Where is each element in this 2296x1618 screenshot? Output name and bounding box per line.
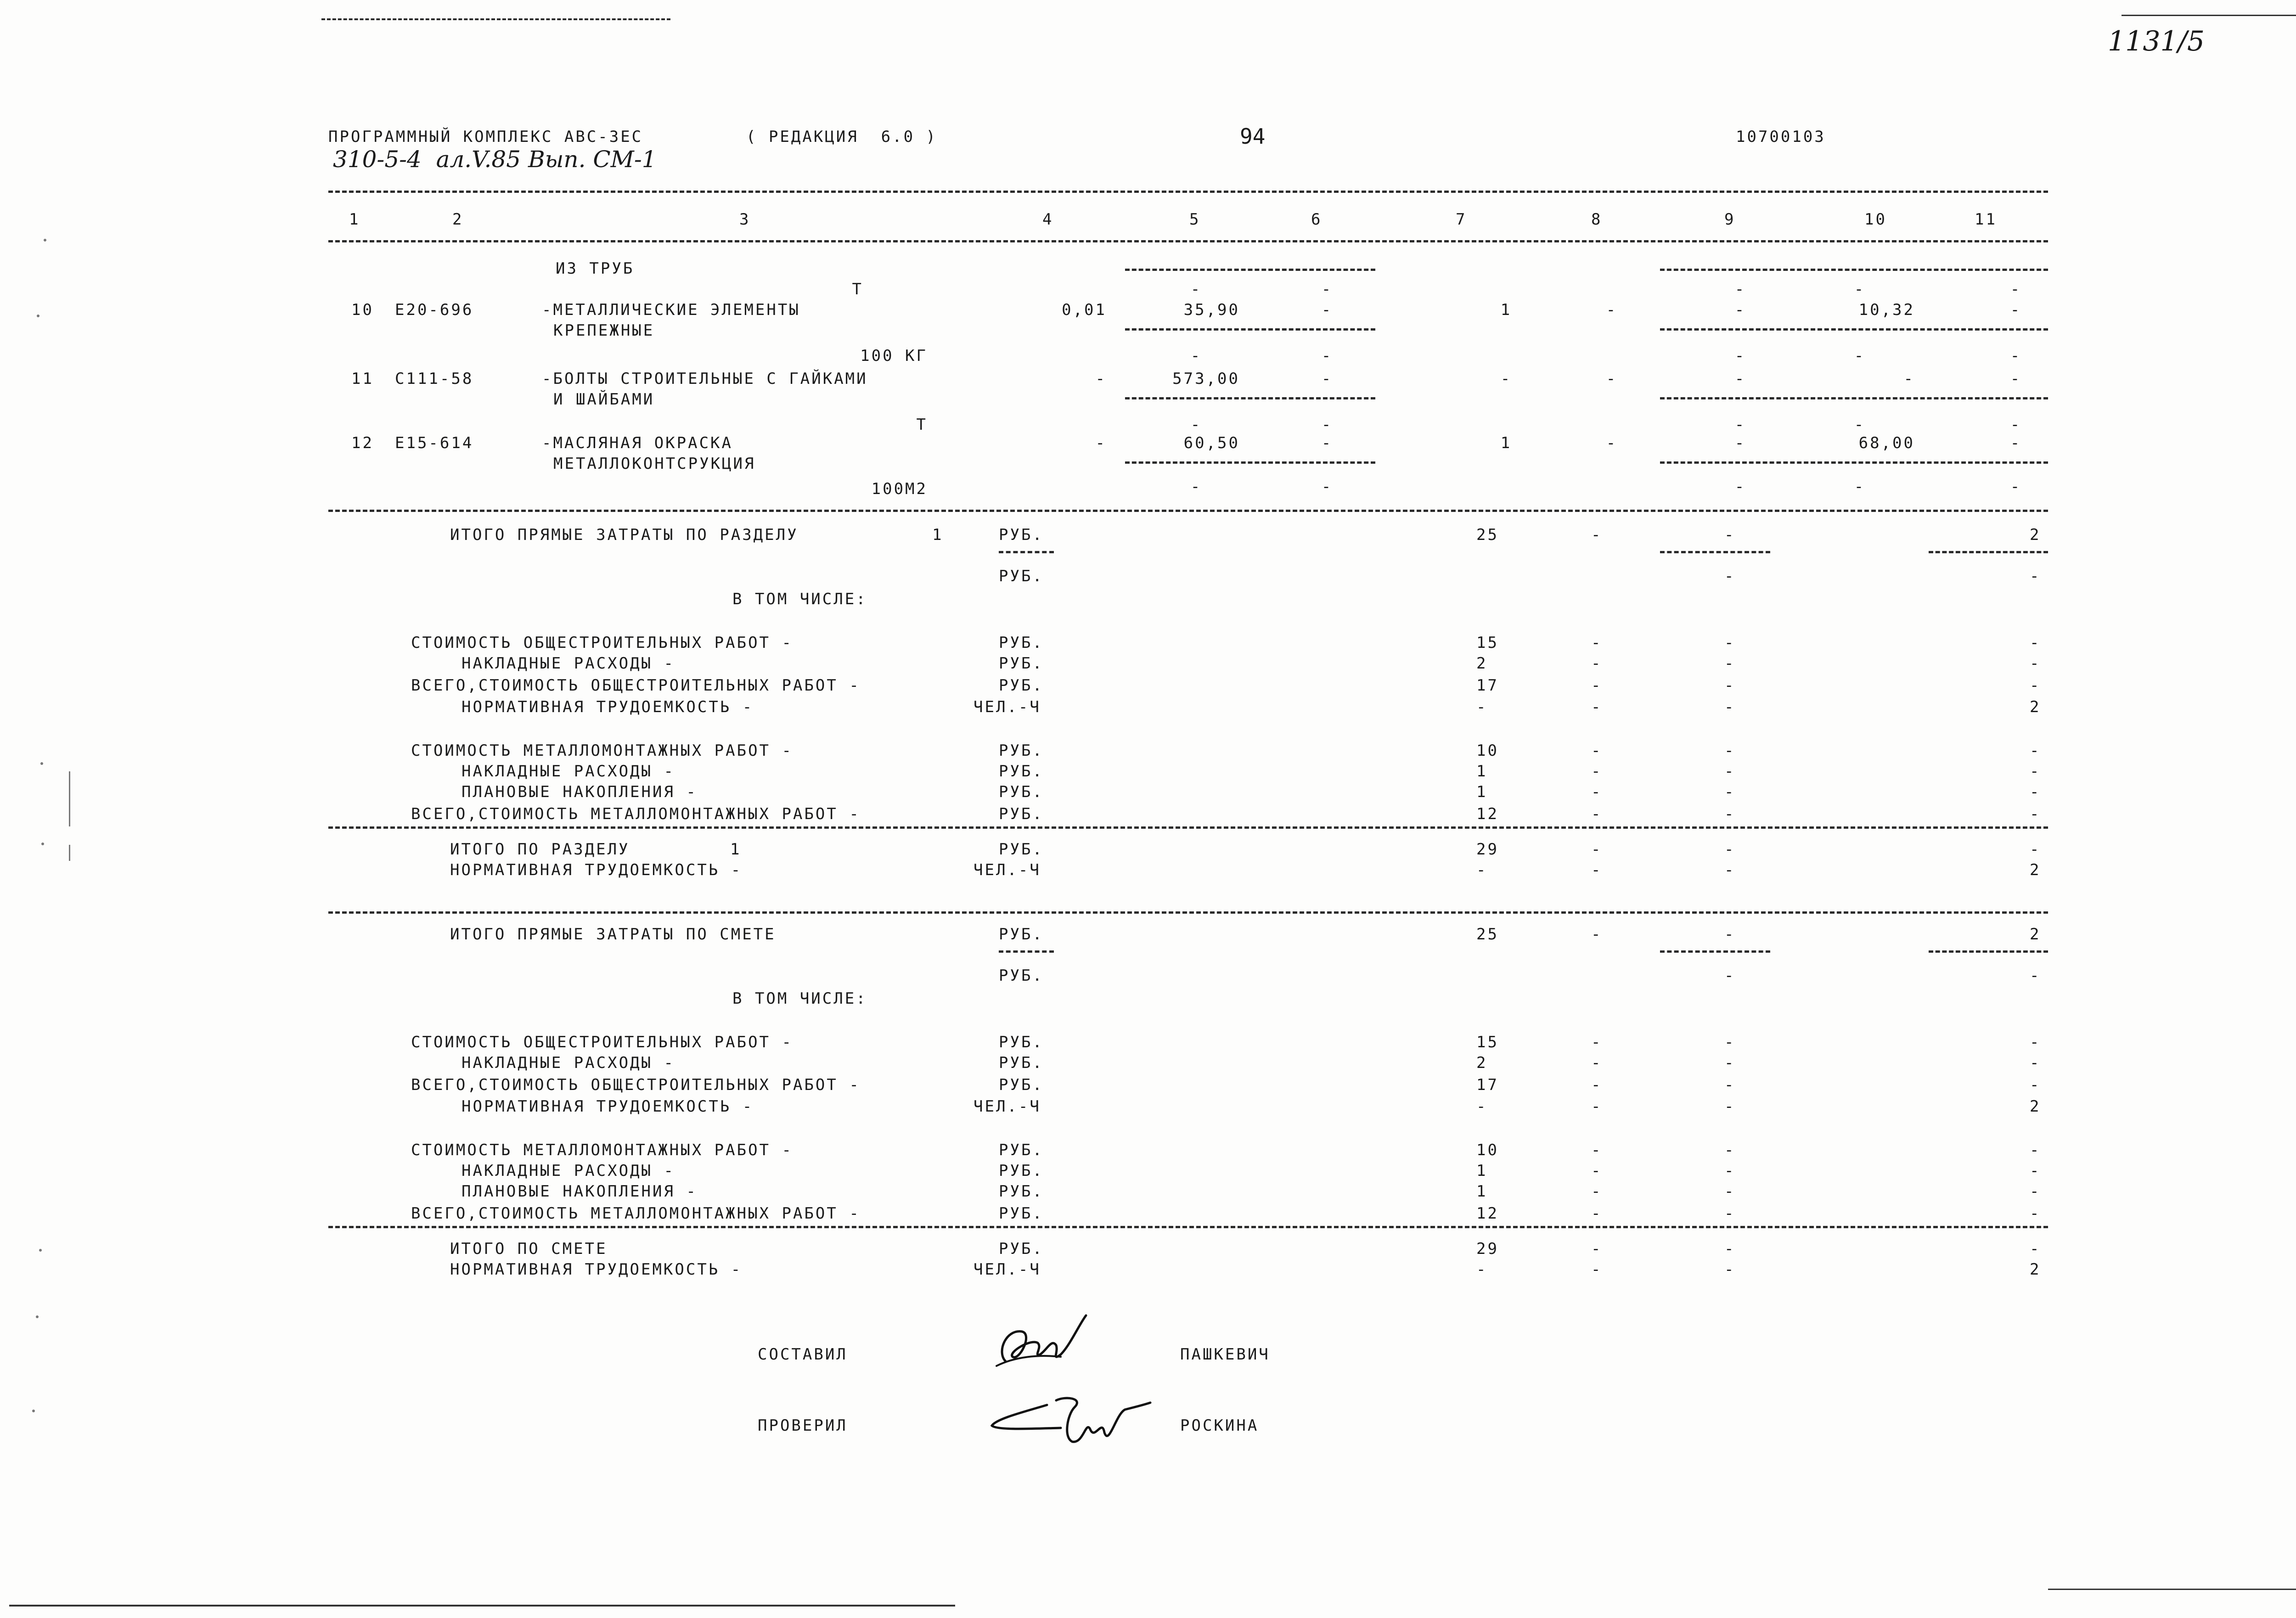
including-label: В ТОМ ЧИСЛЕ: <box>732 590 867 608</box>
checked-signature <box>978 1387 1153 1451</box>
column-header-cell: 1 <box>349 210 360 229</box>
scan-mark <box>69 845 70 861</box>
table-cell: - <box>1734 347 1746 365</box>
table-cell: - <box>2030 1240 2041 1258</box>
unit-label: РУБ. <box>999 676 1044 695</box>
scan-speck <box>32 1410 35 1412</box>
total-label: ИТОГО ПО РАЗДЕЛУ <box>450 840 630 859</box>
item-code: Е20-696 <box>395 301 474 319</box>
item-name: -МАСЛЯНАЯ ОКРАСКА <box>542 434 733 452</box>
corner-handwritten-note: 1131/5 <box>2108 25 2205 57</box>
subtotal-label: ВСЕГО,СТОИМОСТЬ ОБЩЕСТРОИТЕЛЬНЫХ РАБОТ - <box>411 1076 861 1094</box>
table-cell: - <box>1724 1182 1736 1201</box>
table-cell: - <box>1724 805 1736 823</box>
total-label: ИТОГО ПРЯМЫЕ ЗАТРАТЫ ПО СМЕТЕ <box>450 925 776 944</box>
item-number: 12 <box>351 434 374 452</box>
item-number: 11 <box>351 370 374 388</box>
table-cell: - <box>1591 762 1603 781</box>
program-edition: ( РЕДАКЦИЯ 6.0 ) <box>746 128 937 146</box>
table-cell: - <box>1724 1054 1736 1072</box>
table-cell: - <box>1591 634 1603 652</box>
table-cell: - <box>1591 742 1603 760</box>
table-cell: 10,32 <box>1858 301 1915 319</box>
table-cell: 29 <box>1476 1240 1499 1258</box>
table-cell: 1 <box>1500 434 1512 452</box>
table-cell: - <box>1724 1204 1736 1223</box>
table-cell: - <box>1854 347 1866 365</box>
item-number: 10 <box>351 301 374 319</box>
unit-label: РУБ. <box>999 1240 1044 1258</box>
column-header-cell: 11 <box>1975 210 1997 229</box>
subtotal-label: ПЛАНОВЫЕ НАКОПЛЕНИЯ - <box>461 1182 698 1201</box>
table-cell: - <box>2030 634 2041 652</box>
unit-label: РУБ. <box>999 840 1044 859</box>
unit-label: РУБ. <box>999 925 1044 944</box>
bottom-rule-right <box>2048 1589 2296 1590</box>
rule <box>1660 461 2048 464</box>
rule <box>328 510 2048 512</box>
unit-label: РУБ. <box>999 526 1044 544</box>
table-cell: - <box>1190 280 1202 298</box>
table-cell: - <box>1321 416 1333 434</box>
table-cell: 1 <box>1500 301 1512 319</box>
unit-label: 100 КГ <box>860 347 928 365</box>
rule <box>328 1226 2048 1228</box>
table-cell: - <box>1095 370 1107 388</box>
table-cell: - <box>1476 1260 1488 1279</box>
compiled-label: СОСТАВИЛ <box>758 1345 848 1364</box>
table-cell: - <box>1734 370 1746 388</box>
table-cell: 10 <box>1476 1141 1499 1159</box>
rule <box>999 950 1054 953</box>
unit-label: РУБ. <box>999 783 1044 801</box>
table-cell: 25 <box>1476 925 1499 944</box>
rule <box>328 240 2048 242</box>
subtotal-label: НОРМАТИВНАЯ ТРУДОЕМКОСТЬ - <box>461 698 754 716</box>
table-cell: - <box>1476 861 1488 879</box>
unit-label: РУБ. <box>999 654 1044 673</box>
table-cell: 12 <box>1476 805 1499 823</box>
total-section-number: 1 <box>932 526 944 544</box>
top-scan-dashes <box>321 18 670 20</box>
scan-speck <box>41 843 44 845</box>
table-cell: 2 <box>2030 861 2041 879</box>
table-cell: - <box>1724 1076 1736 1094</box>
handwritten-reference: 310-5-4 ал.V.85 Вып. СМ-1 <box>333 146 657 173</box>
table-cell: 15 <box>1476 1033 1499 1051</box>
scan-speck <box>44 239 46 242</box>
unit-label: ЧЕЛ.-Ч <box>974 1097 1041 1116</box>
table-cell: - <box>1591 1204 1603 1223</box>
unit-label: Т <box>916 416 928 434</box>
unit-label: РУБ. <box>999 1182 1044 1201</box>
table-cell: - <box>1724 654 1736 673</box>
rule <box>1929 950 2048 953</box>
rule <box>1125 328 1375 331</box>
table-cell: - <box>1606 301 1618 319</box>
table-cell: - <box>1591 1054 1603 1072</box>
scan-speck <box>40 762 43 765</box>
table-cell: - <box>1724 783 1736 801</box>
table-cell: - <box>1476 1097 1488 1116</box>
rule <box>328 911 2048 914</box>
table-cell: 1 <box>1476 783 1488 801</box>
table-cell: - <box>1190 416 1202 434</box>
unit-label: РУБ. <box>999 1033 1044 1051</box>
subtotal-label: ВСЕГО,СТОИМОСТЬ ОБЩЕСТРОИТЕЛЬНЫХ РАБОТ - <box>411 676 861 695</box>
table-cell: - <box>2030 676 2041 695</box>
table-cell: - <box>2030 966 2041 985</box>
table-cell: 2 <box>2030 526 2041 544</box>
table-cell: - <box>2010 301 2022 319</box>
total-label: ИТОГО ПРЯМЫЕ ЗАТРАТЫ ПО РАЗДЕЛУ <box>450 526 799 544</box>
subtotal-label: СТОИМОСТЬ ОБЩЕСТРОИТЕЛЬНЫХ РАБОТ - <box>411 1033 793 1051</box>
table-cell: 2 <box>2030 1097 2041 1116</box>
table-cell: - <box>1321 347 1333 365</box>
table-cell: 35,90 <box>1183 301 1240 319</box>
table-cell: - <box>1591 654 1603 673</box>
checked-name: РОСКИНА <box>1180 1416 1259 1435</box>
table-cell: - <box>1724 1260 1736 1279</box>
table-cell: - <box>1591 840 1603 859</box>
table-cell: 1 <box>1476 1162 1488 1180</box>
table-cell: - <box>1591 1182 1603 1201</box>
unit-label: РУБ. <box>999 1204 1044 1223</box>
table-cell: 2 <box>2030 925 2041 944</box>
table-cell: - <box>2010 347 2022 365</box>
table-cell: - <box>1854 478 1866 496</box>
subtotal-label: СТОИМОСТЬ МЕТАЛЛОМОНТАЖНЫХ РАБОТ - <box>411 742 793 760</box>
table-cell: - <box>1591 526 1603 544</box>
table-cell: 68,00 <box>1858 434 1915 452</box>
table-cell: - <box>1903 370 1915 388</box>
table-cell: - <box>1734 301 1746 319</box>
item-name-continuation: ИЗ ТРУБ <box>556 259 635 278</box>
table-cell: - <box>2030 567 2041 585</box>
table-cell: - <box>2030 1162 2041 1180</box>
table-cell: 573,00 <box>1172 370 1240 388</box>
table-cell: - <box>2010 280 2022 298</box>
checked-label: ПРОВЕРИЛ <box>758 1416 848 1435</box>
table-cell: - <box>1724 925 1736 944</box>
table-cell: - <box>1591 1260 1603 1279</box>
table-cell: - <box>1591 1097 1603 1116</box>
table-cell: - <box>1724 1240 1736 1258</box>
table-cell: - <box>1724 1162 1736 1180</box>
table-cell: - <box>1724 762 1736 781</box>
unit-label: РУБ. <box>999 966 1044 985</box>
table-cell: - <box>2030 654 2041 673</box>
rule <box>1660 397 2048 399</box>
unit-label: РУБ. <box>999 567 1044 585</box>
table-cell: - <box>1734 280 1746 298</box>
rule <box>1660 269 2048 271</box>
table-cell: - <box>1724 1033 1736 1051</box>
rule <box>1125 269 1375 271</box>
table-cell: - <box>1591 783 1603 801</box>
column-header-cell: 8 <box>1591 210 1603 229</box>
scan-speck <box>37 315 39 317</box>
table-cell: - <box>2030 1033 2041 1051</box>
subtotal-label: НАКЛАДНЫЕ РАСХОДЫ - <box>461 1054 675 1072</box>
table-cell: - <box>1591 1162 1603 1180</box>
compiled-signature <box>987 1311 1093 1380</box>
table-cell: 1 <box>1476 762 1488 781</box>
rule <box>328 826 2048 829</box>
table-cell: 2 <box>2030 1260 2041 1279</box>
scan-speck <box>36 1315 39 1318</box>
subtotal-label: НАКЛАДНЫЕ РАСХОДЫ - <box>461 762 675 781</box>
table-cell: - <box>1321 280 1333 298</box>
table-cell: - <box>2030 762 2041 781</box>
table-cell: 15 <box>1476 634 1499 652</box>
unit-label: ЧЕЛ.-Ч <box>974 698 1041 716</box>
table-cell: - <box>2030 1204 2041 1223</box>
table-cell: - <box>1724 840 1736 859</box>
table-cell: - <box>1591 1076 1603 1094</box>
document-code: 10700103 <box>1736 128 1826 146</box>
total-label: ИТОГО ПО СМЕТЕ <box>450 1240 608 1258</box>
table-cell: 25 <box>1476 526 1499 544</box>
table-cell: - <box>1321 370 1333 388</box>
table-cell: - <box>1321 478 1333 496</box>
subtotal-label: ВСЕГО,СТОИМОСТЬ МЕТАЛЛОМОНТАЖНЫХ РАБОТ - <box>411 1204 861 1223</box>
scan-speck <box>39 1249 42 1252</box>
column-header-cell: 9 <box>1724 210 1736 229</box>
table-cell: - <box>1724 1097 1736 1116</box>
unit-label: Т <box>852 280 863 298</box>
table-cell: - <box>2010 434 2022 452</box>
table-cell: - <box>1606 434 1618 452</box>
unit-label: РУБ. <box>999 762 1044 781</box>
unit-label: РУБ. <box>999 1076 1044 1094</box>
table-cell: - <box>2010 416 2022 434</box>
table-cell: - <box>1500 370 1512 388</box>
item-name: -БОЛТЫ СТРОИТЕЛЬНЫЕ С ГАЙКАМИ <box>542 370 868 388</box>
column-header-cell: 7 <box>1456 210 1467 229</box>
item-name: МЕТАЛЛОКОНТСРУКЦИЯ <box>553 455 756 473</box>
table-cell: - <box>1321 434 1333 452</box>
table-cell: - <box>2030 742 2041 760</box>
table-cell: - <box>1724 742 1736 760</box>
unit-label: РУБ. <box>999 1054 1044 1072</box>
unit-label: РУБ. <box>999 805 1044 823</box>
table-cell: 1 <box>1476 1182 1488 1201</box>
table-cell: - <box>1734 434 1746 452</box>
including-label: В ТОМ ЧИСЛЕ: <box>732 989 867 1008</box>
table-cell: - <box>2030 783 2041 801</box>
table-cell: - <box>1190 347 1202 365</box>
table-cell: - <box>1734 416 1746 434</box>
table-cell: - <box>1854 280 1866 298</box>
rule <box>1660 950 1770 953</box>
subtotal-label: НОРМАТИВНАЯ ТРУДОЕМКОСТЬ - <box>461 1097 754 1116</box>
column-header-cell: 5 <box>1189 210 1201 229</box>
item-name: И ШАЙБАМИ <box>553 390 655 409</box>
subtotal-label: СТОИМОСТЬ ОБЩЕСТРОИТЕЛЬНЫХ РАБОТ - <box>411 634 793 652</box>
table-cell: 2 <box>1476 1054 1488 1072</box>
item-name: КРЕПЕЖНЫЕ <box>553 321 655 340</box>
table-cell: - <box>1476 698 1488 716</box>
table-cell: 29 <box>1476 840 1499 859</box>
subtotal-label: НАКЛАДНЫЕ РАСХОДЫ - <box>461 1162 675 1180</box>
item-code: С111-58 <box>395 370 474 388</box>
unit-label: ЧЕЛ.-Ч <box>974 861 1041 879</box>
table-cell: - <box>1591 1141 1603 1159</box>
table-cell: - <box>1724 567 1736 585</box>
unit-label: РУБ. <box>999 1162 1044 1180</box>
table-cell: - <box>1190 478 1202 496</box>
unit-label: РУБ. <box>999 634 1044 652</box>
table-cell: - <box>2030 805 2041 823</box>
page-number: 94 <box>1240 124 1266 149</box>
program-title: ПРОГРАММНЫЙ КОМПЛЕКС АВС-3ЕС <box>328 128 643 146</box>
table-cell: - <box>1724 526 1736 544</box>
column-header-cell: 6 <box>1311 210 1322 229</box>
table-cell: - <box>1095 434 1107 452</box>
table-cell: - <box>1591 698 1603 716</box>
table-cell: - <box>2010 478 2022 496</box>
table-cell: - <box>1591 925 1603 944</box>
table-cell: 0,01 <box>1062 301 1107 319</box>
subtotal-label: НАКЛАДНЫЕ РАСХОДЫ - <box>461 654 675 673</box>
scan-mark <box>69 771 70 826</box>
table-cell: 10 <box>1476 742 1499 760</box>
rule <box>1125 461 1375 464</box>
table-cell: - <box>2030 1141 2041 1159</box>
table-cell: - <box>2030 1076 2041 1094</box>
table-cell: - <box>1724 1141 1736 1159</box>
column-header-cell: 3 <box>739 210 751 229</box>
column-header-cell: 2 <box>452 210 464 229</box>
rule <box>1660 328 2048 331</box>
table-cell: - <box>2030 840 2041 859</box>
table-cell: - <box>1591 805 1603 823</box>
table-cell: - <box>2030 1054 2041 1072</box>
table-cell: - <box>1734 478 1746 496</box>
subtotal-label: ВСЕГО,СТОИМОСТЬ МЕТАЛЛОМОНТАЖНЫХ РАБОТ - <box>411 805 861 823</box>
table-cell: 2 <box>1476 654 1488 673</box>
rule <box>999 551 1054 553</box>
table-cell: - <box>1591 861 1603 879</box>
unit-label: РУБ. <box>999 1141 1044 1159</box>
unit-label: 100М2 <box>871 480 928 498</box>
rule <box>1660 551 1770 553</box>
rule <box>1125 397 1375 399</box>
table-cell: 2 <box>2030 698 2041 716</box>
subtotal-label: ПЛАНОВЫЕ НАКОПЛЕНИЯ - <box>461 783 698 801</box>
corner-rule <box>2122 15 2296 16</box>
table-cell: - <box>1591 1033 1603 1051</box>
unit-label: РУБ. <box>999 742 1044 760</box>
total-section-number: 1 <box>730 840 742 859</box>
rule <box>1929 551 2048 553</box>
subtotal-label: СТОИМОСТЬ МЕТАЛЛОМОНТАЖНЫХ РАБОТ - <box>411 1141 793 1159</box>
item-code: Е15-614 <box>395 434 474 452</box>
table-cell: - <box>1591 676 1603 695</box>
table-cell: 17 <box>1476 1076 1499 1094</box>
rule <box>328 191 2048 193</box>
table-cell: 12 <box>1476 1204 1499 1223</box>
unit-label: ЧЕЛ.-Ч <box>974 1260 1041 1279</box>
compiled-name: ПАШКЕВИЧ <box>1180 1345 1270 1364</box>
table-cell: - <box>1321 301 1333 319</box>
table-cell: - <box>1724 861 1736 879</box>
labor-label: НОРМАТИВНАЯ ТРУДОЕМКОСТЬ - <box>450 861 743 879</box>
item-name: -МЕТАЛЛИЧЕСКИЕ ЭЛЕМЕНТЫ <box>542 301 800 319</box>
table-cell: - <box>1724 698 1736 716</box>
table-cell: - <box>2030 1182 2041 1201</box>
table-cell: - <box>2010 370 2022 388</box>
table-cell: - <box>1724 676 1736 695</box>
table-cell: 17 <box>1476 676 1499 695</box>
table-cell: 60,50 <box>1183 434 1240 452</box>
table-cell: - <box>1854 416 1866 434</box>
column-header-cell: 10 <box>1864 210 1887 229</box>
table-cell: - <box>1724 634 1736 652</box>
table-cell: - <box>1606 370 1618 388</box>
bottom-rule <box>9 1605 955 1607</box>
column-header-cell: 4 <box>1042 210 1054 229</box>
table-cell: - <box>1724 966 1736 985</box>
labor-label: НОРМАТИВНАЯ ТРУДОЕМКОСТЬ - <box>450 1260 743 1279</box>
table-cell: - <box>1591 1240 1603 1258</box>
